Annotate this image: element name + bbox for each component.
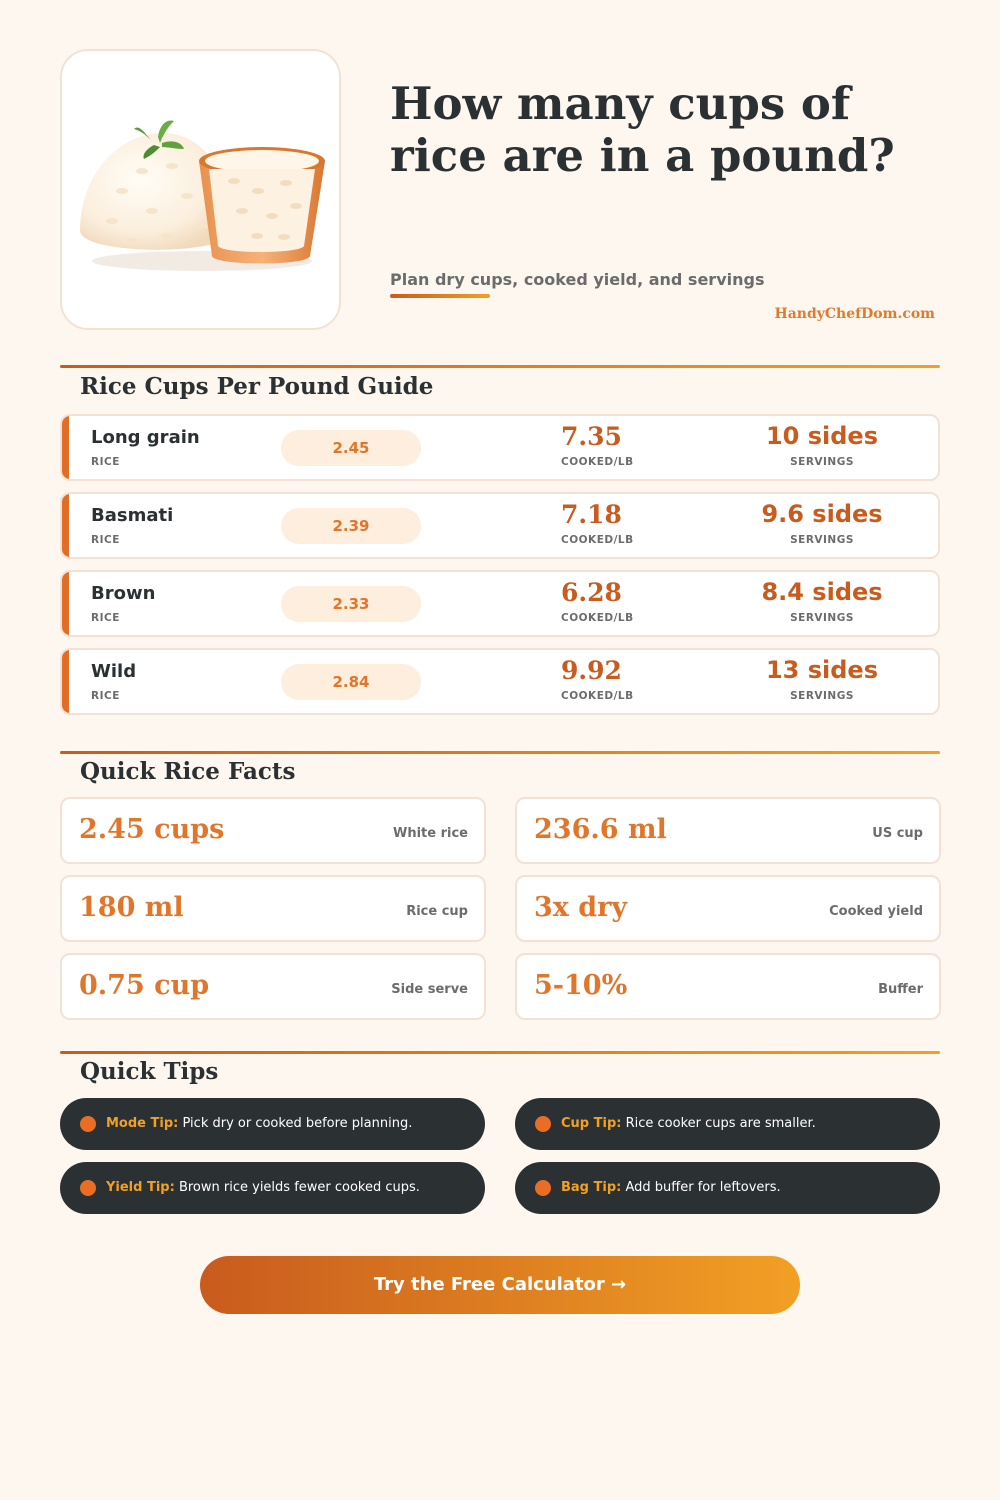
servings-value: 8.4 sides xyxy=(761,578,883,606)
fact-value: 180 ml xyxy=(79,892,184,923)
cooked-value: 9.92 xyxy=(561,656,622,685)
rice-name: Brown xyxy=(91,583,156,604)
fact-label: White rice xyxy=(393,826,468,841)
fact-card xyxy=(60,953,486,1020)
fact-card xyxy=(515,875,941,942)
cooked-label: COOKED/LB xyxy=(561,534,634,546)
cooked-value: 6.28 xyxy=(561,578,622,607)
rice-mound-and-cup-icon xyxy=(62,51,341,330)
fact-label: Buffer xyxy=(878,982,923,997)
rice-label: RICE xyxy=(91,690,120,702)
cooked-label: COOKED/LB xyxy=(561,456,634,468)
servings-label: SERVINGS xyxy=(790,612,854,624)
tip-label: Cup Tip: xyxy=(561,1116,622,1131)
fact-label: US cup xyxy=(872,826,923,841)
fact-card xyxy=(60,875,486,942)
fact-value: 0.75 cup xyxy=(79,970,210,1001)
row-accent-bar xyxy=(62,416,69,479)
fact-value: 5-10% xyxy=(534,970,628,1001)
tip-text: Brown rice yields fewer cooked cups. xyxy=(178,1180,420,1195)
page-title: How many cups of rice are in a pound? xyxy=(390,77,895,182)
fact-value: 3x dry xyxy=(534,892,628,923)
tip-pill xyxy=(60,1162,485,1214)
cups-per-pound-badge: 2.45 xyxy=(281,430,421,466)
section-divider xyxy=(60,1051,940,1054)
tip-text: Rice cooker cups are smaller. xyxy=(625,1116,816,1131)
tip-text: Pick dry or cooked before planning. xyxy=(182,1116,413,1131)
servings-label: SERVINGS xyxy=(790,690,854,702)
tip-text: Add buffer for leftovers. xyxy=(625,1180,781,1195)
fact-card xyxy=(60,797,486,864)
fact-value: 2.45 cups xyxy=(79,814,225,845)
fact-card xyxy=(515,797,941,864)
cooked-label: COOKED/LB xyxy=(561,612,634,624)
tip-label: Yield Tip: xyxy=(106,1180,175,1195)
fact-label: Side serve xyxy=(391,982,468,997)
row-accent-bar xyxy=(62,650,69,713)
rice-label: RICE xyxy=(91,612,120,624)
servings-label: SERVINGS xyxy=(790,456,854,468)
tip-pill xyxy=(515,1162,940,1214)
guide-section-title: Rice Cups Per Pound Guide xyxy=(80,373,434,400)
fact-value: 236.6 ml xyxy=(534,814,667,845)
fact-label: Cooked yield xyxy=(829,904,923,919)
section-divider xyxy=(60,365,940,368)
guide-row-basmati xyxy=(60,492,940,559)
bullet-dot-icon xyxy=(80,1116,96,1132)
section-divider xyxy=(60,751,940,754)
guide-row-wild xyxy=(60,648,940,715)
servings-value: 9.6 sides xyxy=(761,500,883,528)
rice-name: Basmati xyxy=(91,505,174,526)
bullet-dot-icon xyxy=(535,1116,551,1132)
row-accent-bar xyxy=(62,494,69,557)
facts-section-title: Quick Rice Facts xyxy=(80,758,296,785)
tip-label: Mode Tip: xyxy=(106,1116,179,1131)
cups-per-pound-badge: 2.33 xyxy=(281,586,421,622)
hero-image xyxy=(60,49,341,330)
guide-row-long-grain xyxy=(60,414,940,481)
brand-link[interactable]: HandyChefDom.com xyxy=(774,306,935,322)
tip-pill xyxy=(60,1098,485,1150)
fact-card xyxy=(515,953,941,1020)
tip-label: Bag Tip: xyxy=(561,1180,622,1195)
servings-value: 10 sides xyxy=(765,422,878,450)
guide-row-brown xyxy=(60,570,940,637)
cooked-value: 7.18 xyxy=(561,500,622,529)
bullet-dot-icon xyxy=(535,1180,551,1196)
rice-name: Wild xyxy=(91,661,137,682)
cooked-label: COOKED/LB xyxy=(561,690,634,702)
cups-per-pound-badge: 2.84 xyxy=(281,664,421,700)
rice-name: Long grain xyxy=(91,427,200,448)
cups-per-pound-badge: 2.39 xyxy=(281,508,421,544)
tips-section-title: Quick Tips xyxy=(80,1058,219,1085)
row-accent-bar xyxy=(62,572,69,635)
servings-value: 13 sides xyxy=(765,656,878,684)
servings-label: SERVINGS xyxy=(790,534,854,546)
rice-label: RICE xyxy=(91,456,120,468)
page-subtitle: Plan dry cups, cooked yield, and servings xyxy=(390,270,765,289)
cooked-value: 7.35 xyxy=(561,422,622,451)
fact-label: Rice cup xyxy=(406,904,468,919)
rice-label: RICE xyxy=(91,534,120,546)
free-calculator-button[interactable]: Try the Free Calculator → xyxy=(200,1256,800,1314)
bullet-dot-icon xyxy=(80,1180,96,1196)
subtitle-underline xyxy=(390,294,490,298)
tip-pill xyxy=(515,1098,940,1150)
